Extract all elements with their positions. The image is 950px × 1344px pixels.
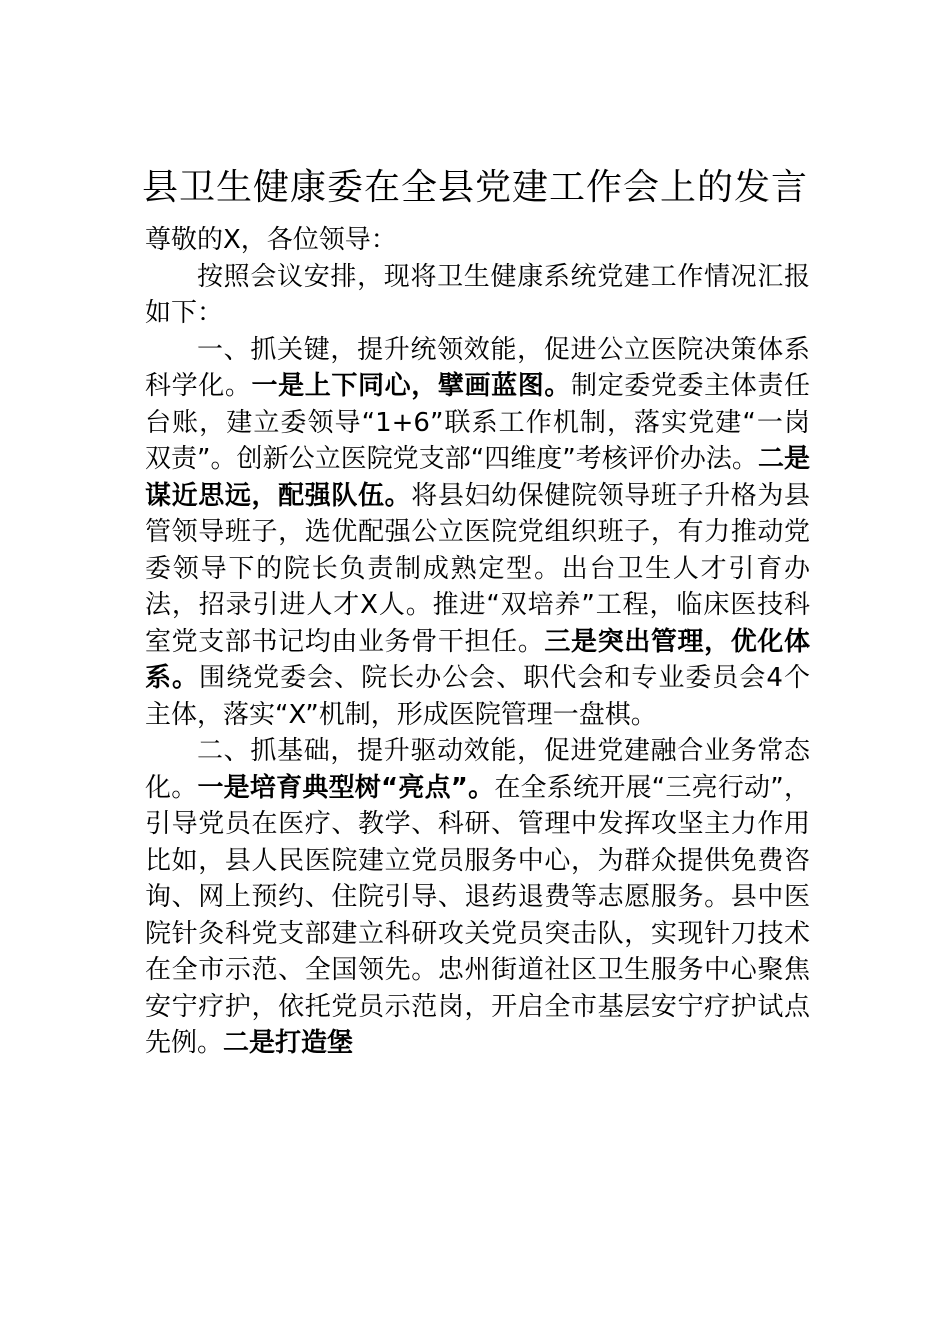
section-1-point-1-text: 制定委党委主体责任台账，建立委领导“1+6”联系工作机制，落实党建“一岗双责”。创新公立医院党支部“四维度”考核评价办法。 [145, 371, 810, 474]
section-2-heading: 二、抓基础，提升驱动效能，促进党建融合业务常态化。 [145, 736, 810, 803]
section-1-point-1-title: 一是上下同心，擘画蓝图。 [251, 371, 571, 401]
section-1-point-3-text: 围绕党委会、院长办公会、职代会和专业委员会4个主体，落实“X”机制，形成医院管理一盘棋。 [145, 663, 810, 730]
section-2-paragraph [145, 733, 810, 1062]
section-2-point-1-title: 一是培育典型树“亮点”。 [197, 772, 495, 803]
section-1-point-2-title: 二是谋近思远，配强队伍。 [145, 444, 810, 511]
section-1-paragraph [145, 332, 810, 734]
section-2-point-2-title: 二是打造堡 [223, 1028, 354, 1058]
section-1-point-3-title: 三是突出管理，优化体系。 [145, 626, 810, 693]
section-1-point-2-text: 将县妇幼保健院领导班子升格为县管领导班子，选优配强公立医院党组织班子，有力推动党委领导下的院长负责制成熟定型。出台卫生人才引育办法，招录引进人才X人。推进“双培养”工程，临床医技科室党支部书记均由业务骨干担任。 [145, 480, 810, 657]
document-body [145, 222, 810, 1062]
section-2-point-1-text: 在全系统开展“三亮行动”，引导党员在医疗、教学、科研、管理中发挥攻坚主力作用比如，县人民医院建立党员服务中心，为群众提供免费咨询、网上预约、住院引导、退药退费等志愿服务。县中医院针灸科党支部建立科研攻关党员突击队，实现针刀技术在全市示范、全国领先。忠州街道社区卫生服务中心聚焦安宁疗护，依托党员示范岗，开启全市基层安宁疗护试点先例。 [145, 772, 810, 1058]
salutation: 尊敬的X，各位领导： [145, 225, 397, 255]
intro-paragraph: 按照会议安排，现将卫生健康系统党建工作情况汇报如下： [145, 261, 810, 328]
document-title: 县卫生健康委在全县党建工作会上的发言 [141, 167, 808, 208]
section-1-heading: 一、抓关键，提升统领效能，促进公立医院决策体系科学化。 [145, 334, 810, 401]
